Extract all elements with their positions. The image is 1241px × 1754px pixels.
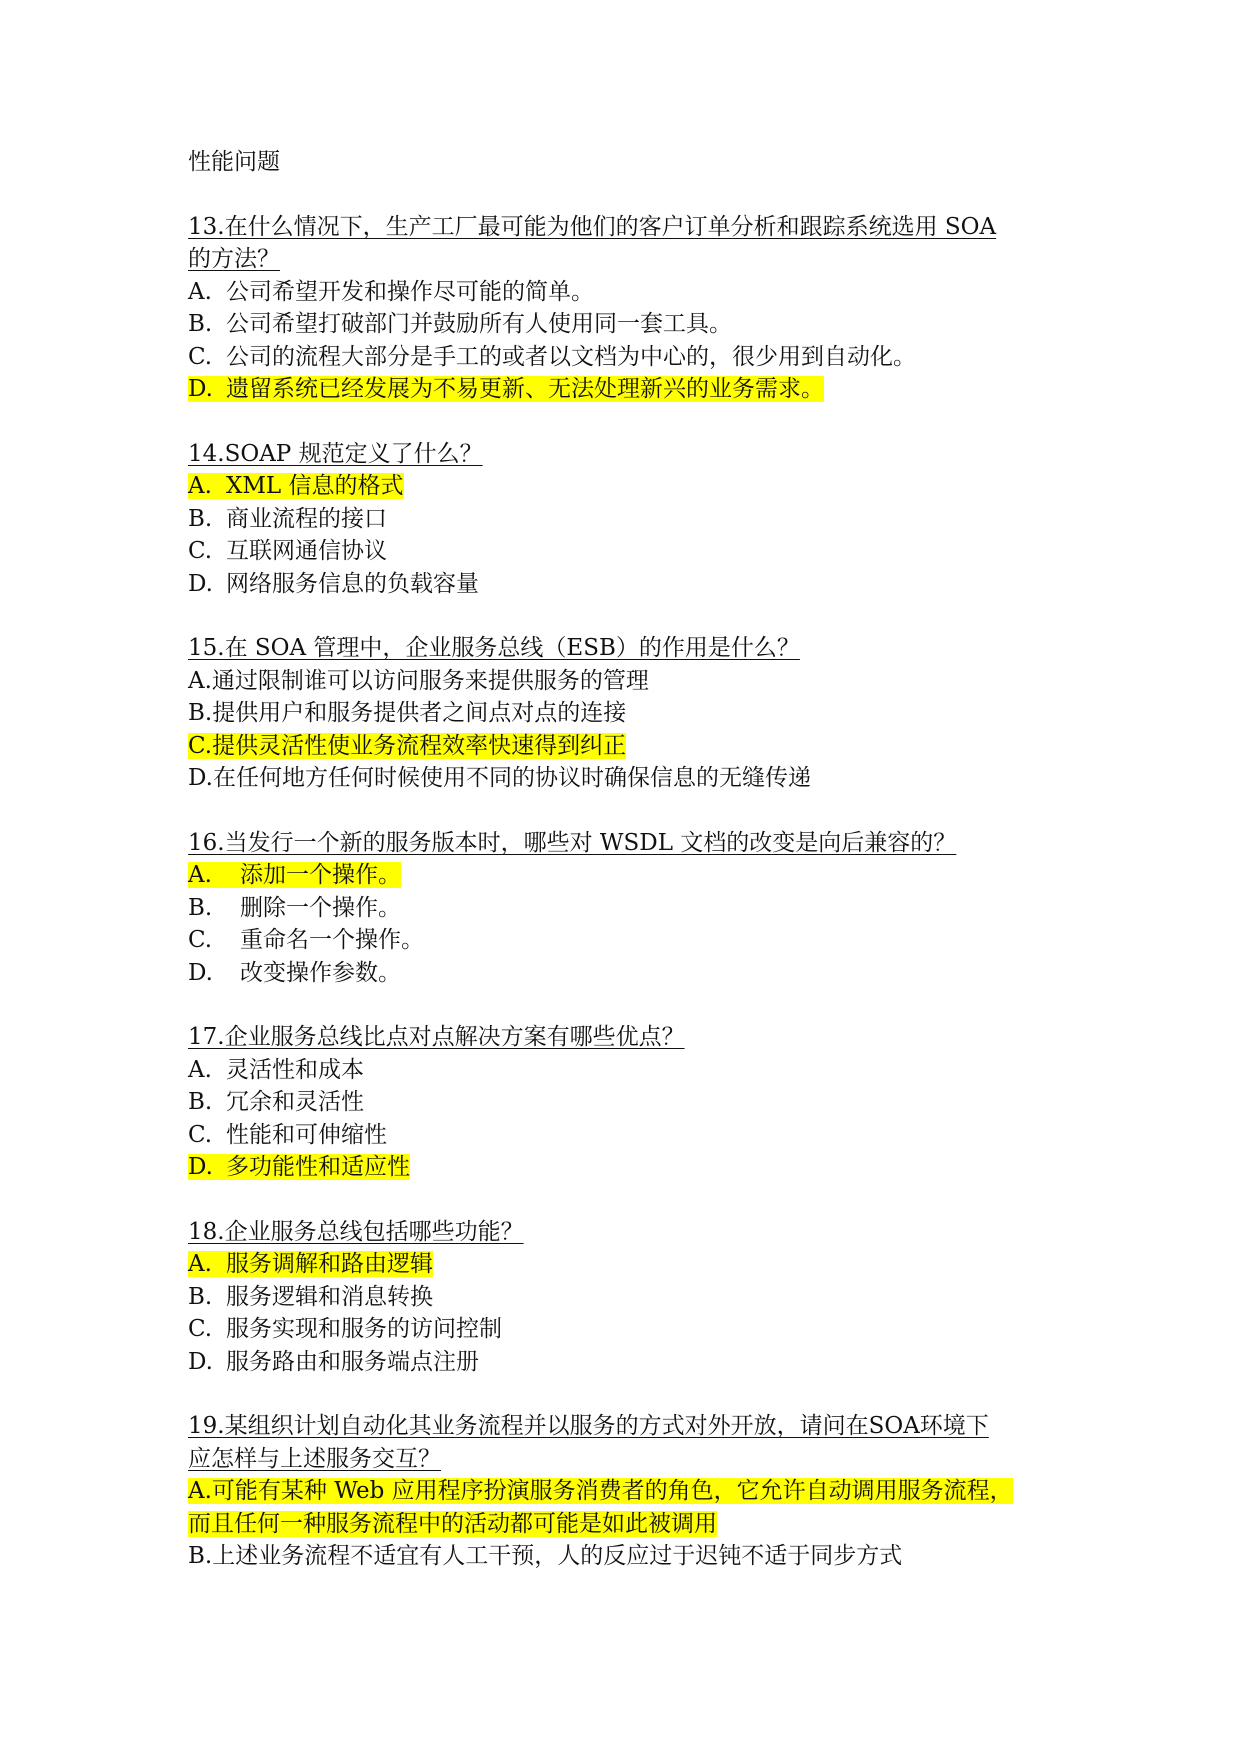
option-d [188,568,1068,601]
option-letter: A. [188,473,212,499]
option-letter: C. [188,1121,213,1148]
option-d-highlighted [188,373,1068,406]
option-text: 可能有某种 Web 应用程序扮演服务消费者的角色，它允许自动调用服务流程， [211,1478,1013,1504]
option-a-highlighted [188,1248,1068,1281]
question-title-line: 的方法？ [188,246,280,272]
option-text: 提供用户和服务提供者之间点对点的连接 [212,700,627,726]
option-text: 通过限制谁可以访问服务来提供服务的管理 [211,667,649,694]
question-13 [188,211,1068,406]
question-title [188,243,1068,276]
option-text: 添加一个操作。 [240,862,401,888]
option-a-highlighted [188,1475,1068,1508]
option-text: 冗余和灵活性 [226,1089,364,1115]
option-letter: C. [188,343,213,370]
option-text: 重命名一个操作。 [240,927,424,953]
option-c [188,1313,1068,1346]
question-title-line: 16.当发行一个新的服务版本时，哪些对 WSDL 文档的改变是向后兼容的？ [188,829,957,856]
question-17 [188,1021,1068,1184]
option-letter: B. [188,505,213,532]
question-title [188,1410,1068,1443]
option-text: 公司的流程大部分是手工的或者以文档为中心的，很少用到自动化。 [226,343,916,370]
option-letter: B. [188,311,213,337]
option-letter: B. [188,700,213,726]
option-text: 遗留系统已经发展为不易更新、无法处理新兴的业务需求。 [226,376,824,402]
option-letter: D. [188,570,213,597]
option-letter: C. [188,732,213,759]
question-title-line: 13.在什么情况下，生产工厂最可能为他们的客户订单分析和跟踪系统选用 SOA [188,213,997,240]
option-letter: B. [188,894,213,921]
option-a-highlighted [188,470,1068,503]
option-letter: A. [188,1056,212,1083]
option-letter: A. [188,1478,212,1504]
option-text: 服务实现和服务的访问控制 [226,1316,502,1342]
option-c [188,924,1068,957]
question-title [188,827,1068,860]
option-letter: D. [188,1348,213,1375]
option-c-highlighted [188,730,1068,763]
option-letter: D. [188,376,213,402]
option-text: 公司希望开发和操作尽可能的简单。 [226,278,594,305]
question-title [188,438,1068,471]
option-text: 服务路由和服务端点注册 [226,1348,479,1375]
option-text: 多功能性和适应性 [226,1154,410,1180]
option-letter: C. [188,1316,213,1342]
option-b [188,308,1068,341]
option-a [188,665,1068,698]
option-text: 互联网通信协议 [226,538,387,564]
option-letter: D. [188,1154,213,1180]
question-title-line: 15.在 SOA 管理中，企业服务总线（ESB）的作用是什么？ [188,635,800,661]
option-c [188,1119,1068,1152]
section-heading: 性能问题 [188,149,280,175]
option-a-highlighted [188,859,1068,892]
document-page [188,146,1068,1573]
option-letter: B. [188,1543,213,1569]
option-a [188,276,1068,309]
question-15 [188,632,1068,795]
question-title-line: 18.企业服务总线包括哪些功能？ [188,1218,524,1245]
option-d-highlighted [188,1151,1068,1184]
option-text: 商业流程的接口 [226,505,387,532]
question-19 [188,1410,1068,1573]
question-title-line: 19.某组织计划自动化其业务流程并以服务的方式对外开放，请问在SOA环境下 [188,1413,989,1439]
option-text: 改变操作参数。 [240,959,401,986]
option-letter: B. [188,1283,213,1310]
question-16 [188,827,1068,990]
option-letter: A. [188,1251,212,1277]
option-d [188,957,1068,990]
question-title [188,632,1068,665]
question-title-line: 应怎样与上述服务交互？ [188,1445,441,1472]
option-letter: D. [188,765,213,791]
option-c [188,535,1068,568]
question-title [188,211,1068,244]
question-title [188,1021,1068,1054]
option-b [188,1281,1068,1314]
question-title-line: 17.企业服务总线比点对点解决方案有哪些优点？ [188,1024,685,1050]
question-title-line: 14.SOAP 规范定义了什么？ [188,440,483,467]
question-title [188,1443,1068,1476]
option-letter: B. [188,1089,213,1115]
option-letter: A. [188,667,212,694]
option-b [188,503,1068,536]
option-text: 在任何地方任何时候使用不同的协议时确保信息的无缝传递 [212,765,811,791]
option-text: 灵活性和成本 [226,1056,364,1083]
option-text: 上述业务流程不适宜有人工干预，人的反应过于迟钝不适于同步方式 [212,1543,903,1569]
option-letter: C. [188,927,213,953]
option-text: 性能和可伸缩性 [226,1121,387,1148]
option-text: 网络服务信息的负载容量 [226,570,479,597]
option-letter: D. [188,959,213,986]
option-d [188,762,1068,795]
option-text: 而且任何一种服务流程中的活动都可能是如此被调用 [188,1510,717,1537]
question-title [188,1216,1068,1249]
option-d [188,1346,1068,1379]
option-letter: A. [188,278,212,305]
option-text: 公司希望打破部门并鼓励所有人使用同一套工具。 [226,311,732,337]
option-a [188,1054,1068,1087]
option-letter: C. [188,538,213,564]
option-text: 服务逻辑和消息转换 [226,1283,433,1310]
option-text: XML 信息的格式 [226,473,404,499]
option-c [188,341,1068,374]
option-b [188,1086,1068,1119]
question-18 [188,1216,1068,1379]
option-b [188,697,1068,730]
option-text: 提供灵活性使业务流程效率快速得到纠正 [212,732,627,759]
option-b [188,1540,1068,1573]
option-text: 服务调解和路由逻辑 [226,1251,433,1277]
option-a-continued-highlighted [188,1508,1068,1541]
option-b [188,892,1068,925]
question-14 [188,438,1068,601]
option-letter: A. [188,862,212,888]
option-text: 删除一个操作。 [240,894,401,921]
